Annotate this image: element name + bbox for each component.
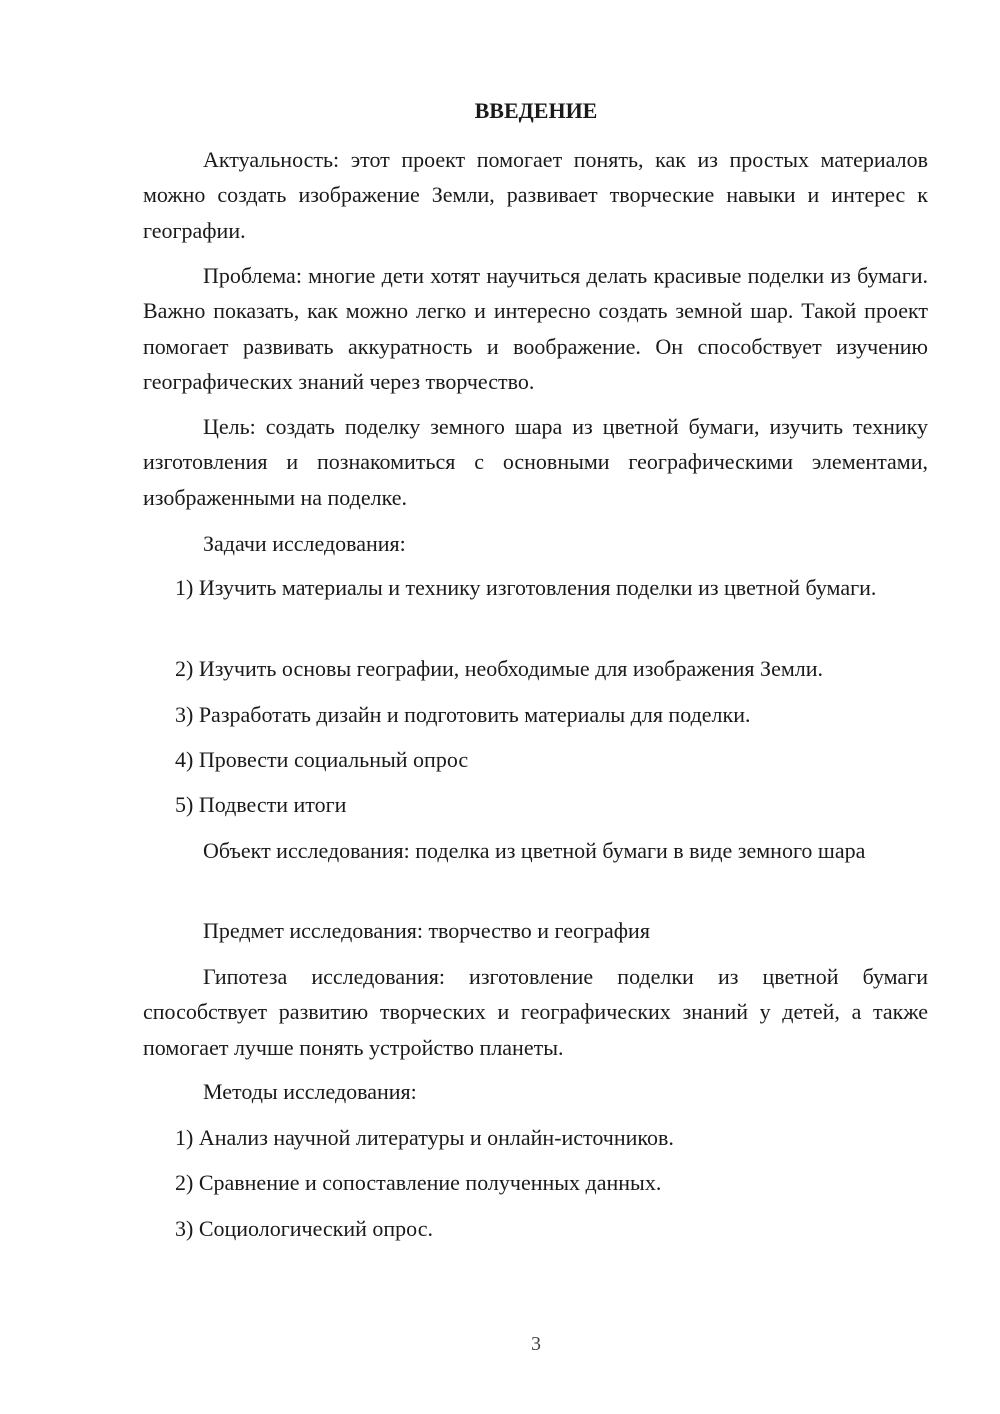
list-item-method-2: 2) Сравнение и сопоставление полученных данных. <box>175 1170 662 1195</box>
list-item-method-3: 3) Социологический опрос. <box>175 1216 433 1241</box>
page-number: 3 <box>531 1333 541 1355</box>
page-title: ВВЕДЕНИЕ <box>474 98 598 123</box>
paragraph-hypothesis: Гипотеза исследования: изготовление поделки из цветной бумаги способствует развитию творческих и географических знаний у детей, а также помогает лучше понять устройство планеты. <box>143 964 928 1060</box>
list-item-task-1: 1) Изучить материалы и технику изготовления поделки из цветной бумаги. <box>175 575 877 600</box>
paragraph-object: Объект исследования: поделка из цветной бумаги в виде земного шара <box>203 838 866 863</box>
paragraph-subject: Предмет исследования: творчество и география <box>203 918 650 943</box>
list-item-method-1: 1) Анализ научной литературы и онлайн-источников. <box>175 1125 674 1150</box>
list-item-task-3: 3) Разработать дизайн и подготовить материалы для поделки. <box>175 702 751 727</box>
paragraph-methods-heading: Методы исследования: <box>203 1079 417 1104</box>
list-item-task-5: 5) Подвести итоги <box>175 792 347 817</box>
paragraph-goal: Цель: создать поделку земного шара из цветной бумаги, изучить технику изготовления и познакомиться с основными географическими элементами, изображенными на поделке. <box>143 414 928 510</box>
paragraph-tasks-heading: Задачи исследования: <box>203 531 406 556</box>
list-item-task-4: 4) Провести социальный опрос <box>175 747 469 772</box>
paragraph-problem: Проблема: многие дети хотят научиться делать красивые поделки из бумаги. Важно показать, как можно легко и интересно создать земной шар. Такой проект помогает развивать аккуратность и воображение. Он способствует изучению географических знаний через творчество. <box>143 263 928 394</box>
list-item-task-2: 2) Изучить основы географии, необходимые для изображения Земли. <box>175 656 824 681</box>
paragraph-relevance: Актуальность: этот проект помогает понять, как из простых материалов можно создать изображение Земли, развивает творческие навыки и интерес к географии. <box>143 147 928 243</box>
